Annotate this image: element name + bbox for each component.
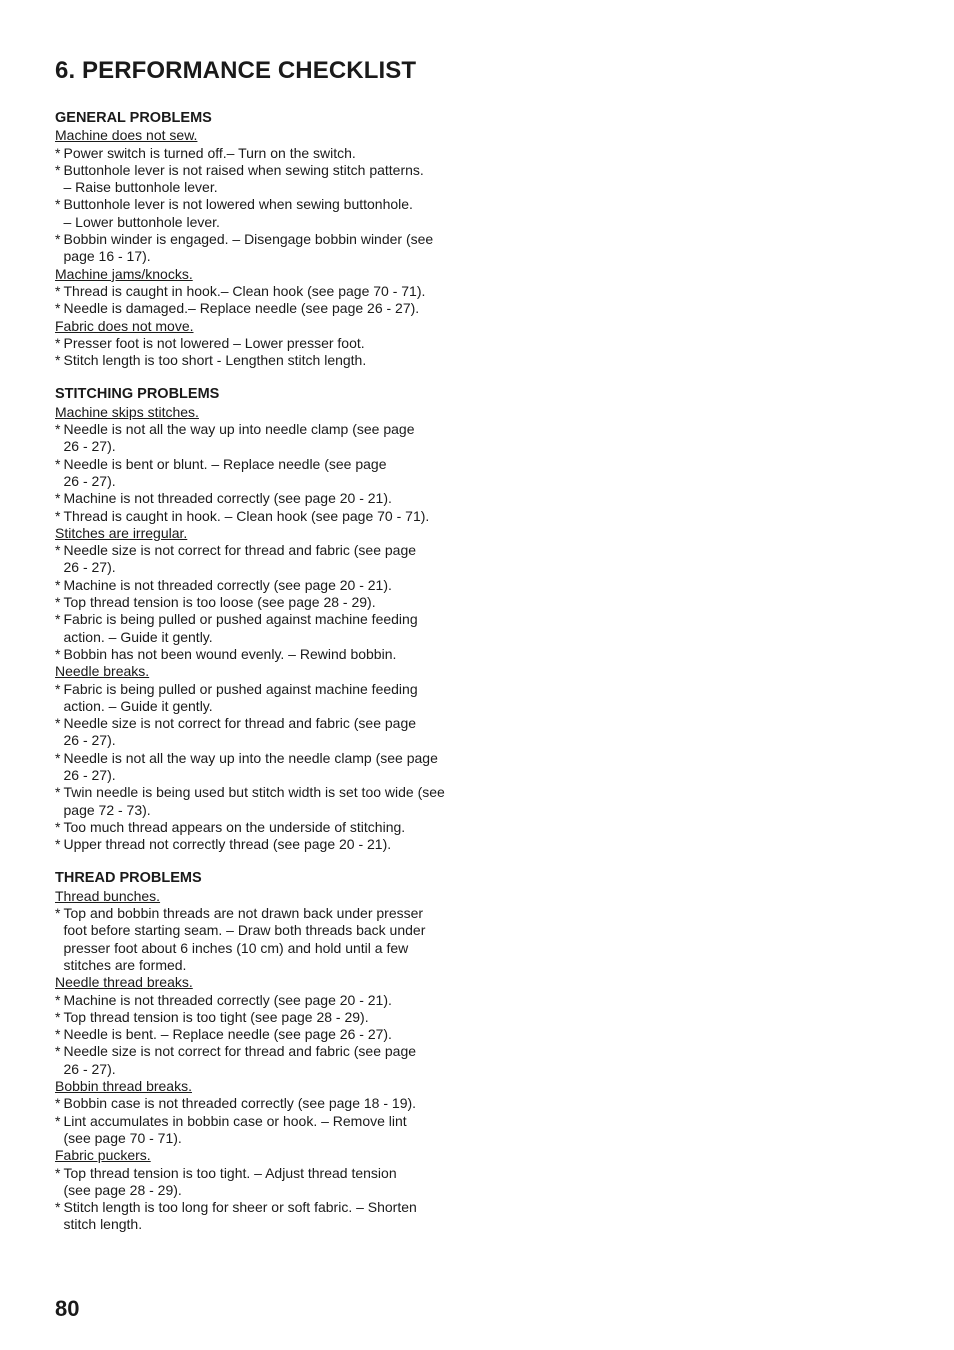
item-text xyxy=(64,905,476,974)
problem-subheading: Thread bunches. xyxy=(55,887,161,904)
item-line: Top thread tension is too loose (see page 28 - 29). xyxy=(63,594,376,611)
checklist-item xyxy=(55,196,475,231)
item-line: Bobbin has not been wound evenly. – Rewind bobbin. xyxy=(63,645,397,662)
checklist-item xyxy=(55,577,475,594)
checklist-item xyxy=(55,611,475,646)
item-line: Needle is bent or blunt. – Replace needle (see page xyxy=(63,455,387,472)
item-text xyxy=(64,335,476,352)
bullet-marker: * xyxy=(55,1043,61,1060)
item-text xyxy=(64,1043,476,1078)
item-line: Top thread tension is too tight. – Adjust thread tension xyxy=(63,1164,397,1181)
item-line: Bobbin winder is engaged. – Disengage bobbin winder (see xyxy=(63,231,434,248)
item-text xyxy=(64,681,476,716)
bullet-marker: * xyxy=(55,455,61,472)
item-line: 26 - 27). xyxy=(63,438,116,455)
item-line: Thread is caught in hook.– Clean hook (see page 70 - 71). xyxy=(63,282,426,299)
bullet-marker: * xyxy=(55,300,61,317)
item-line: (see page 70 - 71). xyxy=(63,1129,182,1146)
bullet-marker: * xyxy=(55,490,61,507)
item-line: Needle is not all the way up into needle clamp (see page xyxy=(63,421,415,438)
bullet-marker: * xyxy=(55,196,61,213)
section-heading: THREAD PROBLEMS xyxy=(55,870,202,887)
item-line: 26 - 27). xyxy=(63,559,116,576)
item-text xyxy=(64,992,476,1009)
item-text xyxy=(64,594,476,611)
item-line: Machine is not threaded correctly (see page 20 - 21). xyxy=(63,490,392,507)
item-text xyxy=(64,577,476,594)
checklist-item xyxy=(55,992,475,1009)
item-line: stitches are formed. xyxy=(63,956,187,973)
item-line: 26 - 27). xyxy=(63,766,116,783)
item-line: – Lower buttonhole lever. xyxy=(63,213,220,230)
item-text xyxy=(64,508,476,525)
bullet-marker: * xyxy=(55,334,61,351)
checklist-item xyxy=(55,646,475,663)
checklist-item xyxy=(55,715,475,750)
bullet-marker: * xyxy=(55,905,61,922)
item-text xyxy=(64,456,476,491)
checklist-item xyxy=(55,1043,475,1078)
item-line: Power switch is turned off.– Turn on the switch. xyxy=(63,144,356,161)
bullet-marker: * xyxy=(55,1026,61,1043)
item-line: Top and bobbin threads are not drawn back under presser xyxy=(63,905,424,922)
checklist-content xyxy=(55,110,475,1234)
bullet-marker: * xyxy=(55,1164,61,1181)
section-stitching-problems xyxy=(55,386,475,853)
bullet-marker: * xyxy=(55,144,61,161)
problem-subheading: Stitches are irregular. xyxy=(55,524,188,541)
item-text xyxy=(64,1026,476,1043)
checklist-item xyxy=(55,335,475,352)
section-heading: GENERAL PROBLEMS xyxy=(55,110,212,126)
bullet-marker: * xyxy=(55,1112,61,1129)
item-line: (see page 28 - 29). xyxy=(63,1181,182,1198)
checklist-item xyxy=(55,1113,475,1148)
item-line: Bobbin case is not threaded correctly (see page 18 - 19). xyxy=(63,1095,417,1112)
item-line: action. – Guide it gently. xyxy=(63,697,213,714)
item-line: Machine is not threaded correctly (see page 20 - 21). xyxy=(63,576,392,593)
item-text xyxy=(64,611,476,646)
bullet-marker: * xyxy=(55,1008,61,1025)
item-text xyxy=(64,750,476,785)
bullet-marker: * xyxy=(55,576,61,593)
item-line: Thread is caught in hook. – Clean hook (see page 70 - 71). xyxy=(63,507,430,524)
checklist-item xyxy=(55,1199,475,1234)
bullet-marker: * xyxy=(55,991,61,1008)
checklist-item xyxy=(55,1095,475,1112)
bullet-marker: * xyxy=(55,1199,61,1216)
checklist-item xyxy=(55,231,475,266)
item-line: Machine is not threaded correctly (see page 20 - 21). xyxy=(63,991,392,1008)
item-text xyxy=(64,196,476,231)
item-text xyxy=(64,1009,476,1026)
checklist-item xyxy=(55,542,475,577)
item-text xyxy=(64,300,476,317)
item-line: stitch length. xyxy=(63,1216,143,1233)
item-line: Upper thread not correctly thread (see page 20 - 21). xyxy=(63,836,392,853)
bullet-marker: * xyxy=(55,161,61,178)
bullet-marker: * xyxy=(55,594,61,611)
item-line: 26 - 27). xyxy=(63,732,116,749)
bullet-marker: * xyxy=(55,749,61,766)
checklist-item xyxy=(55,508,475,525)
bullet-marker: * xyxy=(55,507,61,524)
checklist-item xyxy=(55,300,475,317)
checklist-item xyxy=(55,1026,475,1043)
problem-subheading: Fabric does not move. xyxy=(55,317,194,334)
checklist-item xyxy=(55,1165,475,1200)
item-text xyxy=(64,283,476,300)
item-line: Top thread tension is too tight (see page 28 - 29). xyxy=(63,1008,369,1025)
problem-subheading: Needle thread breaks. xyxy=(55,974,193,991)
item-line: foot before starting seam. – Draw both threads back under xyxy=(63,922,426,939)
problem-subheading: Needle breaks. xyxy=(55,663,150,680)
section-general-problems xyxy=(55,110,475,369)
item-line: presser foot about 6 inches (10 cm) and hold until a few xyxy=(63,939,409,956)
item-text xyxy=(64,145,476,162)
checklist-item xyxy=(55,594,475,611)
item-line: Stitch length is too long for sheer or soft fabric. – Shorten xyxy=(63,1199,417,1216)
item-line: page 16 - 17). xyxy=(63,248,151,265)
item-line: Stitch length is too short - Lengthen stitch length. xyxy=(63,352,367,369)
section-heading: STITCHING PROBLEMS xyxy=(55,386,220,403)
bullet-marker: * xyxy=(55,542,61,559)
checklist-item xyxy=(55,905,475,974)
checklist-item xyxy=(55,1009,475,1026)
item-line: action. – Guide it gently. xyxy=(63,628,213,645)
bullet-marker: * xyxy=(55,421,61,438)
item-line: page 72 - 73). xyxy=(63,801,151,818)
item-line: Buttonhole lever is not lowered when sewing buttonhole. xyxy=(63,196,413,213)
bullet-marker: * xyxy=(55,836,61,853)
checklist-item xyxy=(55,784,475,819)
item-text xyxy=(64,352,476,369)
item-line: Needle is not all the way up into the needle clamp (see page xyxy=(63,749,438,766)
bullet-marker: * xyxy=(55,715,61,732)
item-line: Needle is damaged.– Replace needle (see page 26 - 27). xyxy=(63,300,420,317)
item-line: Needle size is not correct for thread and fabric (see page xyxy=(63,1043,417,1060)
item-line: Twin needle is being used but stitch width is set too wide (see xyxy=(63,784,445,801)
checklist-item xyxy=(55,145,475,162)
item-line: – Raise buttonhole lever. xyxy=(63,179,218,196)
page-title: 6. PERFORMANCE CHECKLIST xyxy=(55,57,417,84)
item-text xyxy=(64,1095,476,1112)
problem-subheading: Fabric puckers. xyxy=(55,1147,151,1164)
bullet-marker: * xyxy=(55,818,61,835)
bullet-marker: * xyxy=(55,645,61,662)
checklist-item xyxy=(55,162,475,197)
item-text xyxy=(64,490,476,507)
item-line: Lint accumulates in bobbin case or hook. – Remove lint xyxy=(63,1112,407,1129)
checklist-item xyxy=(55,421,475,456)
bullet-marker: * xyxy=(55,231,61,248)
section-thread-problems xyxy=(55,870,475,1233)
bullet-marker: * xyxy=(55,680,61,697)
item-text xyxy=(64,542,476,577)
item-line: Fabric is being pulled or pushed against machine feeding xyxy=(63,611,418,628)
item-line: Fabric is being pulled or pushed against machine feeding xyxy=(63,680,418,697)
checklist-item xyxy=(55,750,475,785)
item-line: 26 - 27). xyxy=(63,1060,116,1077)
item-text xyxy=(64,836,476,853)
item-line: Buttonhole lever is not raised when sewing stitch patterns. xyxy=(63,161,424,178)
checklist-item xyxy=(55,836,475,853)
checklist-item xyxy=(55,490,475,507)
bullet-marker: * xyxy=(55,1095,61,1112)
item-text xyxy=(64,1199,476,1234)
item-text xyxy=(64,646,476,663)
bullet-marker: * xyxy=(55,611,61,628)
item-text xyxy=(64,162,476,197)
item-line: Needle size is not correct for thread and fabric (see page xyxy=(63,542,417,559)
item-text xyxy=(64,819,476,836)
item-line: Too much thread appears on the underside of stitching. xyxy=(63,818,406,835)
bullet-marker: * xyxy=(55,352,61,369)
item-line: 26 - 27). xyxy=(63,472,116,489)
checklist-item xyxy=(55,283,475,300)
bullet-marker: * xyxy=(55,282,61,299)
item-line: Needle is bent. – Replace needle (see page 26 - 27). xyxy=(63,1026,392,1043)
checklist-item xyxy=(55,681,475,716)
item-text xyxy=(64,1165,476,1200)
item-text xyxy=(64,231,476,266)
item-line: Needle size is not correct for thread and fabric (see page xyxy=(63,715,417,732)
bullet-marker: * xyxy=(55,784,61,801)
page-number: 80 xyxy=(55,1296,80,1321)
item-text xyxy=(64,715,476,750)
checklist-item xyxy=(55,456,475,491)
checklist-item xyxy=(55,819,475,836)
item-text xyxy=(64,421,476,456)
problem-subheading: Machine skips stitches. xyxy=(55,403,199,420)
problem-subheading: Machine does not sew. xyxy=(55,127,198,144)
problem-subheading: Machine jams/knocks. xyxy=(55,265,193,282)
item-line: Presser foot is not lowered – Lower presser foot. xyxy=(63,334,365,351)
item-text xyxy=(64,784,476,819)
item-text xyxy=(64,1113,476,1148)
checklist-item xyxy=(55,352,475,369)
problem-subheading: Bobbin thread breaks. xyxy=(55,1078,192,1095)
